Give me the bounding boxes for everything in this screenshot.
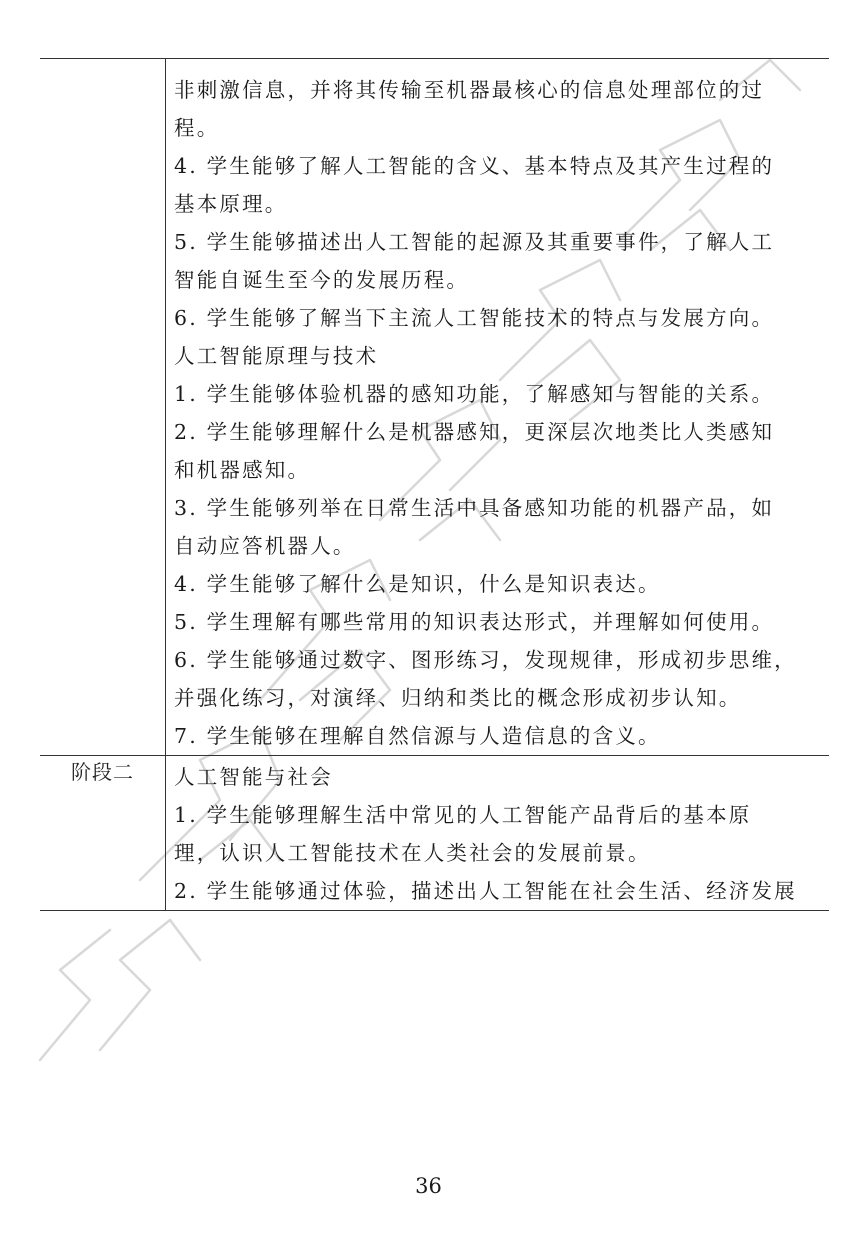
content-line: 智能自诞生至今的发展历程。 (174, 268, 470, 292)
content-line: 基本原理。 (174, 192, 288, 216)
content-cell (166, 756, 830, 911)
content-line: 程。 (174, 116, 220, 140)
content-line: 1. 学生能够理解生活中常见的人工智能产品背后的基本原 (174, 803, 752, 827)
content-line: 6. 学生能够通过数字、图形练习，发现规律，形成初步思维， (174, 648, 797, 672)
stage-cell (40, 756, 166, 911)
content-line: 7. 学生能够在理解自然信源与人造信息的含义。 (174, 724, 661, 748)
table-row (40, 756, 829, 911)
content-line: 自动应答机器人。 (174, 534, 356, 558)
stage-label: 阶段二 (71, 760, 134, 784)
content-line: 非刺激信息，并将其传输至机器最核心的信息处理部位的过 (174, 78, 765, 102)
page-number: 36 (415, 1174, 442, 1198)
content-line: 2. 学生能够通过体验，描述出人工智能在社会生活、经济发展 (174, 879, 797, 903)
content-line: 理，认识人工智能技术在人类社会的发展前景。 (174, 841, 651, 865)
table-row (40, 59, 829, 756)
content-line: 6. 学生能够了解当下主流人工智能技术的特点与发展方向。 (174, 306, 775, 330)
content-line: 5. 学生能够描述出人工智能的起源及其重要事件，了解人工 (174, 230, 775, 254)
content-line: 并强化练习，对演绎、归纳和类比的概念形成初步认知。 (174, 686, 742, 710)
section-heading: 人工智能与社会 (174, 765, 333, 789)
content-line: 1. 学生能够体验机器的感知功能，了解感知与智能的关系。 (174, 382, 775, 406)
content-line: 和机器感知。 (174, 458, 311, 482)
content-line: 4. 学生能够了解人工智能的含义、基本特点及其产生过程的 (174, 154, 775, 178)
section-heading: 人工智能原理与技术 (174, 344, 379, 368)
stage-cell (40, 59, 166, 756)
content-line: 2. 学生能够理解什么是机器感知，更深层次地类比人类感知 (174, 420, 775, 444)
content-line: 4. 学生能够了解什么是知识，什么是知识表达。 (174, 572, 661, 596)
curriculum-table (40, 58, 829, 911)
content-line: 5. 学生理解有哪些常用的知识表达形式，并理解如何使用。 (174, 610, 775, 634)
content-cell (166, 59, 830, 756)
content-line: 3. 学生能够列举在日常生活中具备感知功能的机器产品，如 (174, 496, 775, 520)
